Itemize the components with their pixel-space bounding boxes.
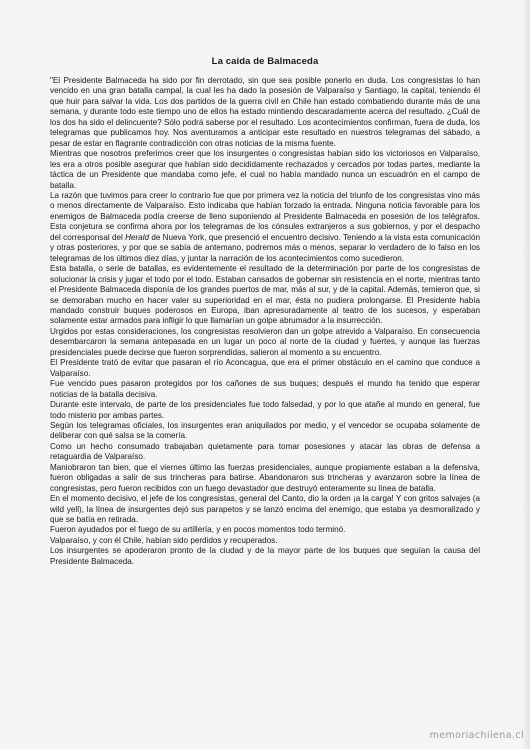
paragraph: Mientras que nosotros preferimos creer que los insurgentes o congresistas habían sido los victoriosos en Valparaíso, les era a otros posible asegurar que habían sido decididamente rechazados y cercados por todas partes, mediante la táctica de un Presidente que mandaba como jefe, el cual no había mandado nunca un escuadrón en el campo de batalla. [50, 149, 480, 190]
paragraph: Los insurgentes se apoderaron pronto de la ciudad y de la mayor parte de los buques que seguían la causa del Presidente Balmaceda. [50, 546, 480, 566]
paragraph: Fue vencido pues pasaron protegidos por los cañones de sus buques; después el mundo ha tenido que esperar noticias de la batalla decisiva. [50, 379, 480, 399]
document-title: La caída de Balmaceda [211, 56, 319, 67]
document-body [50, 76, 480, 567]
paragraph: La razón que tuvimos para creer lo contrario fue que por primera vez la noticia del triunfo de los congresistas vino más o menos directamente de Valparaíso. Esto indicaba que habían forzado la entrada. Ninguna noticia favorable para los enemigos de Balmaceda podía creerse de lleno suponiendo al Presidente Balmaceda en posesión de los telégrafos. Esta conjetura se confirma ahora por los telegramas de los cónsules extranjeros a sus gobiernos, y por el despacho del corresponsal del Herald de Nueva York, que presenció el encuentro decisivo. Teniendo a la vista esta comunicación y otras posteriores, y por que se sabía de antemano, podremos más o menos, separar lo verdadero de lo falso en los telegramas de los últimos diez días, y juntar la narración de los acontecimientos como sucedieron. [50, 190, 480, 263]
paragraph: Maniobraron tan bien, que el viernes último las fuerzas presidenciales, aunque propiamente estaban a la defensiva, fueron obligadas a salir de sus trincheras para batirse. Abandonaron sus trincheras y avanzaron sobre la línea de congresistas, pero fueron recibidos con un fuego devastador que destruyó enteramente su línea de batalla. [50, 462, 480, 493]
paragraph: Valparaíso, y con él Chile, habían sido perdidos y recuperados. [50, 535, 278, 545]
page-binding-shadow [522, 0, 530, 749]
paragraph: El Presidente trató de evitar que pasaran el río Aconcagua, que era el primer obstáculo en el camino que conduce a Valparaíso. [50, 358, 480, 378]
source-watermark: memoriachilena.cl [429, 730, 524, 741]
paragraph: En el momento decisivo, el jefe de los congresistas, general del Canto, dio la orden ¡a la carga! Y con gritos salvajes (a wild yell), la línea de insurgentes dejó sus parapetos y se lanzó encima del enemigo, que estaba ya desmoralizado y que se batía en retirada. [50, 494, 480, 525]
paragraph: "El Presidente Balmaceda ha sido por fin derrotado, sin que sea posible ponerlo en duda. Los congresistas lo han vencido en una gran batalla campal, la cual les ha dado la posesión de Valparaíso y Santiago, la capital, teniendo él que huir para salvar la vida. Los dos partidos de la guerra civil en Chile han estado combatiendo durante más de una semana, y durante todo este tiempo uno de ellos ha estado mintiendo descaradamente acerca del resultado. ¿Cuál de los dos ha sido el delincuente? Sólo podrá saberse por el resultado. Los acontecimientos confirman, fuera de duda, los telegramas que publicamos hoy. Nos aventuramos a anticipar este resultado en nuestros telegramas del sábado, a pesar de estar en flagrante contradicción con otras noticias de la misma fuente. [50, 76, 480, 148]
paragraph: Urgidos por estas consideraciones, los congresistas resolvieron dan un golpe atrevido a Valparaíso. En consecuencia desembarcaron la semana antepasada en un lugar un poco al norte de la ciudad y fuertes, y aunque las fuerzas presidenciales puede decirse que fueron sorprendidas, salieron al momento a su encuentro. [50, 326, 480, 357]
paragraph: Fueron ayudados por el fuego de su artillería, y en pocos momentos todo terminó. [50, 525, 346, 535]
paragraph: Según los telegramas oficiales, los insurgentes eran aniquilados por medio, y el vencedor se ocupaba solamente de deliberar con qué salsa se la comería. [50, 420, 480, 441]
paragraph: Esta batalla, o serie de batallas, es evidentemente el resultado de la determinación por parte de los congresistas de solucionar la crisis y jugar el todo por el todo. Estaban cansados de gobernar sin resistencia en el norte, mientras tanto el Presidente Balmaceda disponía de los grandes puertos de mar, más al sur, y de la capital. Además, temieron que, si se demoraban mucho en hacer valer su superioridad en el mar, ésta no pudiera prolongarse. El Presidente había mandado construir buques poderosos en Europa, iban apresuradamente al teatro de los sucesos, y esperaban solamente estar armados para infligir lo que llamarían un golpe abrumador a la insurrección. [50, 264, 480, 326]
paragraph: Como un hecho consumado trabajaban quietamente para tomar posesiones y atacar las obras de defensa a retaguardia de Valparaíso. [50, 441, 480, 462]
paragraph: Durante este intervalo, de parte de los presidenciales fue todo falsedad, y por lo que atañe al mundo en general, fue todo misterio por ambas partes. [50, 400, 480, 420]
newspaper-name: Herald [125, 232, 150, 242]
